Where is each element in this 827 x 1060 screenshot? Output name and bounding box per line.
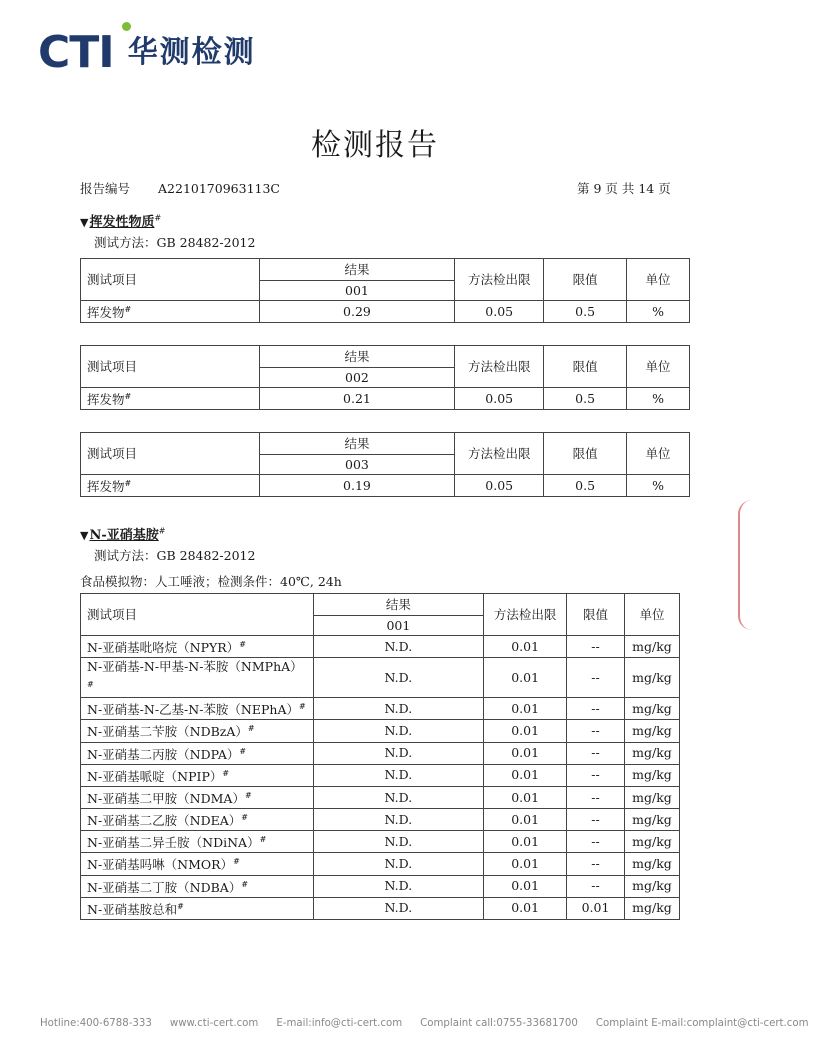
cell-mdl: 0.01 — [484, 698, 567, 720]
cell-item — [81, 698, 314, 720]
cell-result: 0.29 — [259, 301, 455, 323]
header-result: 结果 — [259, 346, 455, 368]
table-row — [81, 636, 680, 658]
triangle-down-icon: ▼ — [80, 529, 89, 542]
header-test-item: 测试项目 — [81, 594, 314, 636]
cell-item — [81, 831, 314, 853]
item-name: N-亚硝基二丁胺（NDBA） — [87, 879, 242, 895]
item-name: N-亚硝基哌啶（NPIP） — [87, 768, 223, 784]
table-row — [81, 897, 680, 919]
cell-item — [81, 475, 260, 497]
table-row — [81, 301, 690, 323]
table-row — [81, 698, 680, 720]
cell-mdl: 0.01 — [484, 831, 567, 853]
test-condition: 食品模拟物：人工唾液；检测条件：40℃, 24h — [80, 574, 342, 589]
cell-result: N.D. — [313, 809, 484, 831]
cell-unit: % — [627, 301, 690, 323]
footer-hotline: Hotline:400-6788-333 — [40, 1018, 152, 1029]
item-name: N-亚硝基二乙胺（NDEA） — [87, 813, 242, 829]
item-name: N-亚硝基二异壬胺（NDiNA） — [87, 835, 260, 851]
cell-item — [81, 897, 314, 919]
test-method: 测试方法：GB 28482-2012 — [94, 548, 256, 563]
table-row — [81, 658, 680, 698]
cell-unit: mg/kg — [624, 742, 679, 764]
cell-unit: mg/kg — [624, 809, 679, 831]
cell-item — [81, 786, 314, 808]
accreditation-mark: # — [233, 857, 240, 867]
header-unit: 单位 — [627, 346, 690, 388]
cell-item — [81, 875, 314, 897]
accreditation-mark: # — [239, 746, 247, 756]
item-name: N-亚硝基胺总和 — [87, 901, 178, 917]
accreditation-mark: # — [259, 835, 267, 845]
section-name: N-亚硝基胺 — [89, 528, 159, 543]
result-table-001 — [80, 258, 690, 323]
accreditation-mark: # — [298, 702, 306, 712]
cell-limit: -- — [567, 742, 625, 764]
cell-unit: mg/kg — [624, 875, 679, 897]
header-unit: 单位 — [627, 259, 690, 301]
table-row — [81, 831, 680, 853]
cell-mdl: 0.01 — [484, 786, 567, 808]
cell-limit: 0.5 — [544, 301, 627, 323]
cell-item — [81, 720, 314, 742]
accreditation-mark: # — [124, 479, 132, 488]
cell-limit: -- — [567, 875, 625, 897]
cell-unit: mg/kg — [624, 831, 679, 853]
item-name: 挥发物 — [87, 479, 125, 495]
header-limit: 限值 — [544, 346, 627, 388]
header-limit: 限值 — [567, 594, 625, 636]
cell-item — [81, 388, 260, 410]
table-row — [81, 720, 680, 742]
accreditation-mark: # — [158, 526, 166, 536]
item-name: N-亚硝基吗啉（NMOR） — [87, 857, 234, 873]
cell-unit: mg/kg — [624, 636, 679, 658]
cell-mdl: 0.01 — [484, 658, 567, 698]
table-row — [81, 475, 690, 497]
company-logo — [38, 28, 256, 78]
cell-result: N.D. — [313, 786, 484, 808]
footer — [40, 1018, 827, 1029]
section-name: 挥发性物质 — [89, 215, 155, 230]
cell-unit: mg/kg — [624, 720, 679, 742]
sample-id: 002 — [259, 368, 455, 388]
cell-limit: 0.5 — [544, 388, 627, 410]
accreditation-mark: # — [177, 901, 184, 911]
cell-result: N.D. — [313, 875, 484, 897]
cell-unit: mg/kg — [624, 764, 679, 786]
cell-unit: mg/kg — [624, 897, 679, 919]
cell-limit: 0.01 — [567, 897, 625, 919]
cell-limit: -- — [567, 764, 625, 786]
nitrosamine-table — [80, 593, 680, 920]
item-name: N-亚硝基吡咯烷（NPYR） — [87, 640, 240, 656]
cell-unit: % — [627, 388, 690, 410]
accreditation-mark: # — [222, 768, 230, 778]
header-test-item: 测试项目 — [81, 433, 260, 475]
cell-mdl: 0.01 — [484, 720, 567, 742]
cell-limit: -- — [567, 809, 625, 831]
item-name: 挥发物 — [87, 305, 125, 321]
cell-result: N.D. — [313, 764, 484, 786]
accreditation-mark: # — [239, 640, 246, 649]
header-result: 结果 — [259, 259, 455, 281]
item-name: N-亚硝基二丙胺（NDPA） — [87, 746, 240, 762]
item-name: N-亚硝基-N-甲基-N-苯胺（NMPhA） — [87, 659, 303, 675]
cell-result: N.D. — [313, 897, 484, 919]
cell-limit: 0.5 — [544, 475, 627, 497]
header-limit: 限值 — [544, 259, 627, 301]
cell-mdl: 0.05 — [455, 301, 544, 323]
cell-mdl: 0.01 — [484, 742, 567, 764]
cell-result: N.D. — [313, 698, 484, 720]
header-result: 结果 — [259, 433, 455, 455]
cell-limit: -- — [567, 786, 625, 808]
cell-result: 0.21 — [259, 388, 455, 410]
stamp-mark — [738, 500, 752, 630]
cell-mdl: 0.01 — [484, 809, 567, 831]
cell-mdl: 0.01 — [484, 853, 567, 875]
cell-unit: mg/kg — [624, 853, 679, 875]
test-method: 测试方法：GB 28482-2012 — [94, 235, 256, 250]
cell-result: N.D. — [313, 636, 484, 658]
item-name: N-亚硝基-N-乙基-N-苯胺（NEPhA） — [87, 702, 299, 718]
cell-unit: mg/kg — [624, 786, 679, 808]
cell-mdl: 0.05 — [455, 475, 544, 497]
accreditation-mark: # — [244, 790, 252, 800]
header-unit: 单位 — [624, 594, 679, 636]
footer-website: www.cti-cert.com — [169, 1018, 259, 1029]
page-info: 第 9 页 共 14 页 — [577, 181, 671, 196]
header-limit: 限值 — [544, 433, 627, 475]
cell-result: 0.19 — [259, 475, 455, 497]
cell-unit: mg/kg — [624, 658, 679, 698]
header-result: 结果 — [313, 594, 484, 616]
table-row — [81, 742, 680, 764]
cell-result: N.D. — [313, 742, 484, 764]
logo-cn-name: 华测检测 — [127, 35, 256, 70]
logo-brand: CTI — [38, 27, 114, 78]
header-unit: 单位 — [627, 433, 690, 475]
cell-item — [81, 742, 314, 764]
header-detection-limit: 方法检出限 — [455, 259, 544, 301]
section-heading-volatile — [80, 211, 161, 230]
table-row — [81, 875, 680, 897]
accreditation-mark: # — [154, 213, 162, 223]
item-name: N-亚硝基二苄胺（NDBzA） — [87, 724, 248, 740]
accreditation-mark: # — [241, 813, 248, 823]
header-test-item: 测试项目 — [81, 346, 260, 388]
sample-id: 003 — [259, 455, 455, 475]
section-heading-nitrosamines — [80, 524, 165, 543]
logo-dot-icon — [122, 22, 131, 31]
cell-item — [81, 636, 314, 658]
cell-limit: -- — [567, 853, 625, 875]
accreditation-mark: # — [124, 305, 132, 314]
accreditation-mark: # — [124, 392, 132, 401]
cell-result: N.D. — [313, 658, 484, 698]
nitrosamine-rows — [81, 636, 680, 920]
cell-item — [81, 658, 314, 698]
item-name: 挥发物 — [87, 392, 125, 408]
report-number-value: A2210170963113C — [158, 181, 280, 196]
cell-item — [81, 764, 314, 786]
page-title: 检测报告 — [311, 128, 439, 163]
footer-email: E-mail:info@cti-cert.com — [276, 1018, 403, 1029]
cell-unit: mg/kg — [624, 698, 679, 720]
header-detection-limit: 方法检出限 — [455, 433, 544, 475]
cell-item — [81, 809, 314, 831]
table-row — [81, 786, 680, 808]
report-number-label: 报告编号 — [80, 181, 131, 196]
table-row — [81, 388, 690, 410]
cell-unit: % — [627, 475, 690, 497]
header-detection-limit: 方法检出限 — [484, 594, 567, 636]
cell-mdl: 0.01 — [484, 875, 567, 897]
cell-result: N.D. — [313, 720, 484, 742]
sample-id: 001 — [313, 616, 484, 636]
result-table-002 — [80, 345, 690, 410]
cell-limit: -- — [567, 698, 625, 720]
header-detection-limit: 方法检出限 — [455, 346, 544, 388]
report-number — [80, 179, 280, 197]
cell-mdl: 0.01 — [484, 764, 567, 786]
cell-limit: -- — [567, 831, 625, 853]
table-row — [81, 853, 680, 875]
cell-mdl: 0.01 — [484, 636, 567, 658]
table-row — [81, 809, 680, 831]
cell-item — [81, 853, 314, 875]
triangle-down-icon: ▼ — [80, 216, 89, 229]
cell-result: N.D. — [313, 853, 484, 875]
footer-complaint-email: Complaint E-mail:complaint@cti-cert.com — [595, 1018, 809, 1029]
accreditation-mark: # — [87, 680, 94, 690]
cell-mdl: 0.01 — [484, 897, 567, 919]
cell-result: N.D. — [313, 831, 484, 853]
table-row — [81, 764, 680, 786]
sample-id: 001 — [259, 281, 455, 301]
cell-item — [81, 301, 260, 323]
result-table-003 — [80, 432, 690, 497]
accreditation-mark: # — [247, 724, 255, 734]
header-test-item: 测试项目 — [81, 259, 260, 301]
cell-limit: -- — [567, 636, 625, 658]
cell-limit: -- — [567, 658, 625, 698]
accreditation-mark: # — [241, 879, 249, 889]
cell-mdl: 0.05 — [455, 388, 544, 410]
cell-limit: -- — [567, 720, 625, 742]
footer-complaint-call: Complaint call:0755-33681700 — [420, 1018, 578, 1029]
item-name: N-亚硝基二甲胺（NDMA） — [87, 791, 245, 807]
